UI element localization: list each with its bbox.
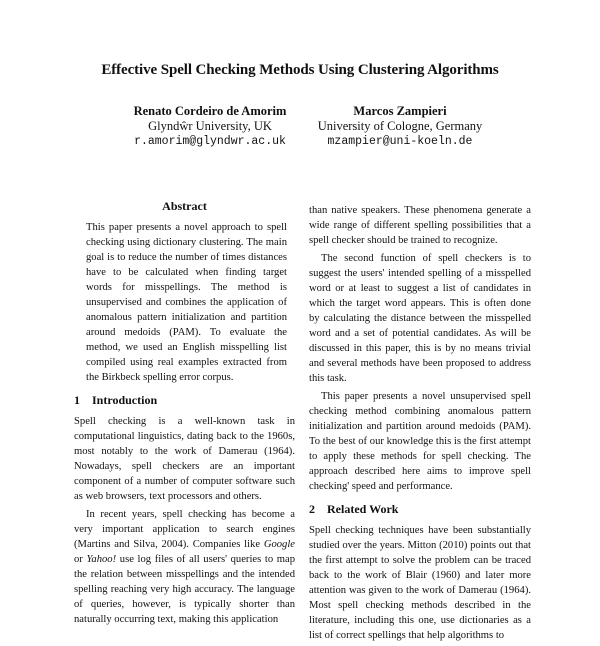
author-affiliation: University of Cologne, Germany — [317, 119, 483, 133]
text-run-italic: Yahoo! — [86, 554, 117, 565]
author-2 — [300, 104, 500, 149]
section-title: Related Work — [327, 502, 399, 516]
author-name: Renato Cordeiro de Amorim — [133, 104, 287, 118]
author-name: Marcos Zampieri — [353, 104, 447, 118]
paragraph: This paper presents a novel unsupervised spell checking method combining anomalous pattern initialization and partition around medoids (PAM). To the best of our knowledge this is the first attempt to apply these methods for spell checking. The approach described here aims to improve spell checking' speed and performance. — [309, 391, 531, 492]
right-column — [309, 203, 531, 646]
text-run: or — [74, 554, 87, 565]
paragraph: than native speakers. These phenomena generate a wide range of different spelling possibilities that a spell checker should be trained to recognize. — [309, 205, 531, 246]
author-email: r.amorim@glyndwr.ac.uk — [134, 135, 286, 148]
section-heading-introduction — [74, 393, 295, 408]
section-number: 1 — [74, 393, 80, 407]
paragraph: Spell checking is a well-known task in computational linguistics, dating back to the 1960s, most notably to the work of Damerau (1964). Nowadays, spell checkers are an important component of a number of computer software such as web browsers, text processors and others. — [74, 416, 295, 502]
paragraph: The second function of spell checkers is to suggest the users' intended spelling of a misspelled word or at least to suggest a list of candidates in which the target word appears. This is often done by calculating the distance between the misspelled word and a set of potential candidates. As will be discussed in this paper, this is by no means trivial and several methods have been proposed to address this task. — [309, 253, 531, 384]
paragraph — [74, 507, 295, 627]
text-run: use log files of all users' queries to map the relation between misspellings and the intended spelling reaching very high accuracy. The language of queries, however, is typically shorter than naturally occurring text, making this application — [74, 554, 295, 625]
abstract-heading: Abstract — [162, 199, 207, 213]
text-run: In recent years, spell checking has become a very important application to search engines (Martins and Silva, 2004). Companies like — [74, 509, 295, 550]
section-number: 2 — [309, 502, 315, 516]
author-email: mzampier@uni-koeln.de — [327, 135, 473, 148]
section-title: Introduction — [92, 393, 158, 407]
text-run-italic: Google — [263, 539, 295, 550]
author-affiliation: Glyndŵr University, UK — [148, 119, 272, 133]
abstract-body — [86, 220, 287, 385]
author-1 — [95, 104, 325, 149]
paragraph: Spell checking techniques have been substantially studied over the years. Mitton (2010) points out that the first attempt to solve the problem can be traced back to the work of Blair (1960) and later more attention was given to the work of Damerau (1964). Most spell checking methods described in the literature, including this one, use dictionaries as a list of correct spellings that help algorithms to — [309, 525, 531, 641]
abstract-text: This paper presents a novel approach to spell checking using dictionary clustering. The main goal is to reduce the number of times distances have to be calculated when finding target words for misspellings. The method is unsupervised and combines the application of anomalous pattern initialization and partition around medoids (PAM). To evaluate the method, we used an English misspelling list compiled using real examples extracted from the Birkbeck spelling error corpus. — [86, 222, 287, 383]
section-heading-related-work — [309, 502, 531, 517]
left-column — [74, 199, 295, 630]
paper-title: Effective Spell Checking Methods Using Clustering Algorithms — [101, 62, 499, 78]
